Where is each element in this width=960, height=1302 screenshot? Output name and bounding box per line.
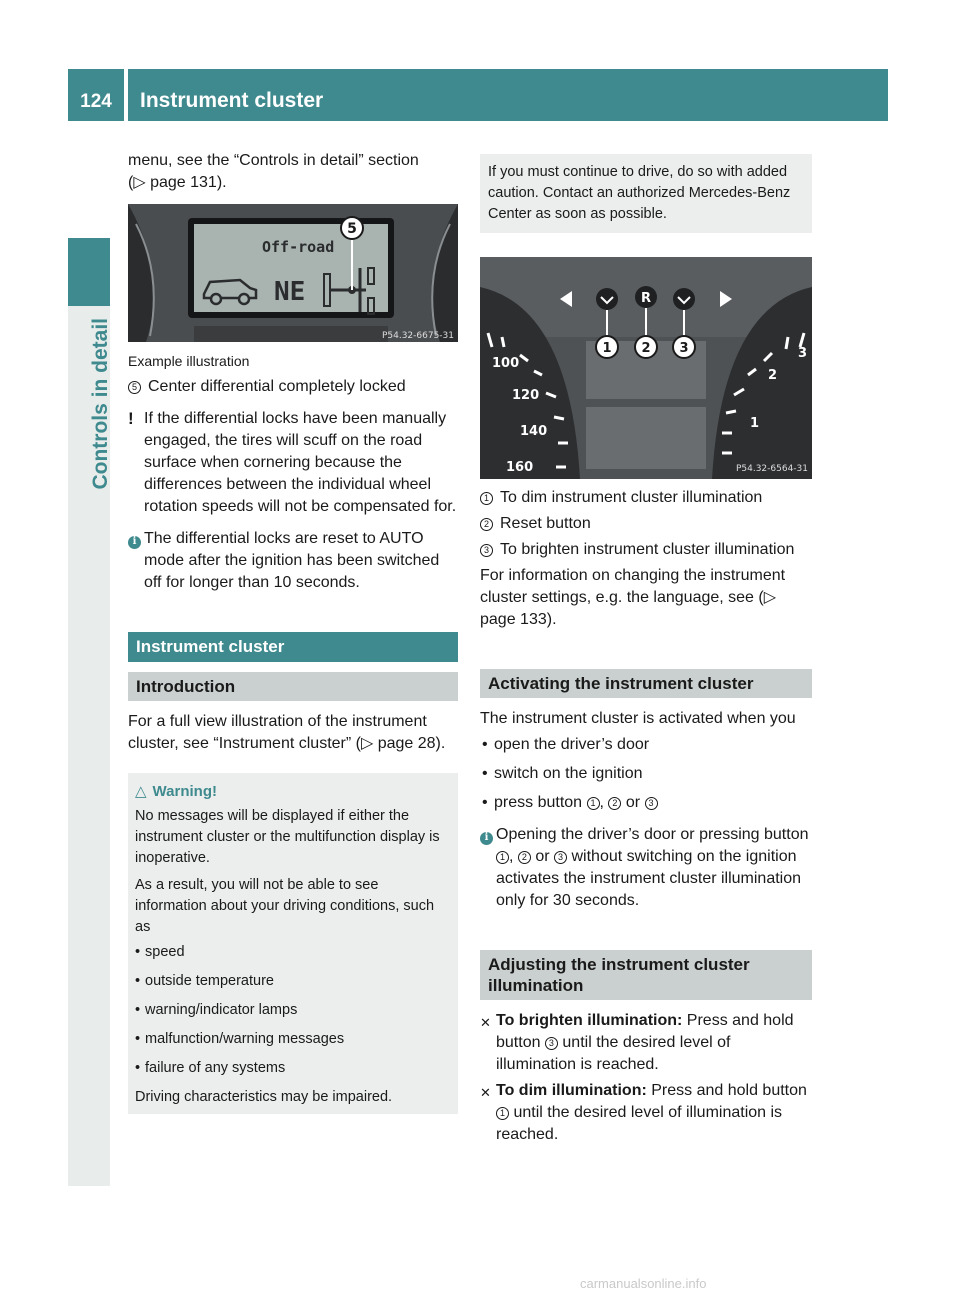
page-title: Instrument cluster xyxy=(128,69,888,121)
figure-caption: Example illustration xyxy=(128,353,250,369)
caution-box: If you must continue to drive, do so with added caution. Contact an authorized Mercedes-Benz Center as soon as possible. xyxy=(480,154,812,233)
introduction-text: For a full view illustration of the instrument cluster, see “Instrument cluster” (▷ page 28). xyxy=(128,713,446,752)
list-item: • press button 1 , 2 or 3 xyxy=(480,792,812,814)
list-item: • open the driver’s door xyxy=(482,736,650,753)
right-column xyxy=(480,150,812,1150)
activating-heading: Activating the instrument cluster xyxy=(480,669,812,698)
figure-code: P54.32-6675-31 xyxy=(381,331,454,341)
warning-list xyxy=(135,942,451,1079)
legend-item-1: 1 To dim instrument cluster illumination xyxy=(480,487,812,509)
info-block xyxy=(128,528,458,594)
info-icon: i xyxy=(480,832,493,845)
legend-text: To brighten instrument cluster illumination xyxy=(500,541,795,558)
display-mode-text: Off-road xyxy=(262,238,335,256)
offroad-display-figure xyxy=(128,204,458,342)
callout-1: 1 xyxy=(602,341,612,356)
step-arrow-icon: ✕ xyxy=(480,1085,491,1100)
legend-item-2: 2 Reset button xyxy=(480,513,812,535)
rpm-label: 1 xyxy=(750,416,760,431)
list-item: • malfunction/warning messages xyxy=(135,1031,345,1047)
speed-label: 120 xyxy=(512,388,540,403)
list-item: • failure of any systems xyxy=(135,1060,286,1076)
intro-line-1: menu, see the “Controls in detail” section xyxy=(128,152,419,169)
reset-button-label: R xyxy=(640,291,652,306)
callout-5: 5 xyxy=(347,221,357,237)
notice-block xyxy=(128,408,458,518)
figure-code: P54.32-6564-31 xyxy=(735,464,808,474)
step-arrow-icon: ✕ xyxy=(480,1015,491,1030)
list-item: • warning/indicator lamps xyxy=(135,1002,298,1018)
legend-number: 5 xyxy=(128,381,141,394)
callout-3: 3 xyxy=(679,341,689,356)
watermark: carmanualsonline.info xyxy=(580,1276,707,1291)
left-column xyxy=(128,150,458,1114)
legend-text: Reset button xyxy=(500,515,591,532)
step-dim: ✕ To dim illumination: Press and hold button 1 until the desired level of illumination is reached. xyxy=(480,1080,812,1146)
list-item: • outside temperature xyxy=(135,973,274,989)
legend-item-3: 3 To brighten instrument cluster illumination xyxy=(480,539,812,561)
section-heading: Instrument cluster xyxy=(128,632,458,662)
activation-info-block xyxy=(480,824,812,912)
notice-text: If the differential locks have been manually engaged, the tires will scuff on the road surface when cornering because the differences between the individual wheel rotation speeds will not be compensated for. xyxy=(144,410,457,515)
legend-text: Center differential completely locked xyxy=(148,378,406,395)
speed-label: 160 xyxy=(506,460,534,475)
warning-paragraph-2: As a result, you will not be able to see information about your driving conditions, such as xyxy=(135,877,435,935)
warning-paragraph-1: No messages will be displayed if either the instrument cluster or the multifunction display is inoperative. xyxy=(135,808,440,866)
warning-triangle-icon: △ xyxy=(135,783,147,800)
activating-lead: The instrument cluster is activated when you xyxy=(480,710,796,727)
speed-label: 100 xyxy=(492,356,520,371)
side-tab-marker xyxy=(68,238,110,306)
step-brighten: ✕ To brighten illumination: Press and hold button 3 until the desired level of illumination is reached. xyxy=(480,1010,812,1076)
subsection-heading: Introduction xyxy=(128,672,458,701)
speed-label: 140 xyxy=(520,424,548,439)
page-number: 124 xyxy=(68,69,124,121)
intro-line-2: (▷ page 131). xyxy=(128,174,227,191)
info-icon: i xyxy=(128,536,141,549)
settings-text: For information on changing the instrument cluster settings, e.g. the language, see (▷ page 133). xyxy=(480,567,786,628)
adjusting-heading: Adjusting the instrument cluster illumination xyxy=(480,950,812,1000)
list-item: • switch on the ignition xyxy=(482,765,643,782)
rpm-label: 2 xyxy=(768,368,778,383)
warning-box xyxy=(128,773,458,1114)
info-text: The differential locks are reset to AUTO mode after the ignition has been switched off for longer than 10 seconds. xyxy=(144,530,440,591)
rpm-label: 3 xyxy=(798,346,808,361)
list-item: • speed xyxy=(135,944,185,960)
warning-title: △ Warning! xyxy=(135,783,217,800)
activating-list xyxy=(480,734,812,814)
warning-paragraph-3: Driving characteristics may be impaired. xyxy=(135,1089,393,1105)
exclamation-icon: ! xyxy=(128,409,134,428)
activation-info-text: Opening the driver’s door or pressing button 1 , 2 or 3 without switching on the ignition activates the instrument cluster illumination only for 30 seconds. xyxy=(496,826,809,909)
legend-item-5 xyxy=(128,376,458,398)
side-tab-label: Controls in detail xyxy=(89,318,112,490)
compass-direction: NE xyxy=(274,277,306,307)
legend-text: To dim instrument cluster illumination xyxy=(500,489,763,506)
callout-2: 2 xyxy=(641,341,651,356)
instrument-cluster-figure xyxy=(480,257,812,479)
